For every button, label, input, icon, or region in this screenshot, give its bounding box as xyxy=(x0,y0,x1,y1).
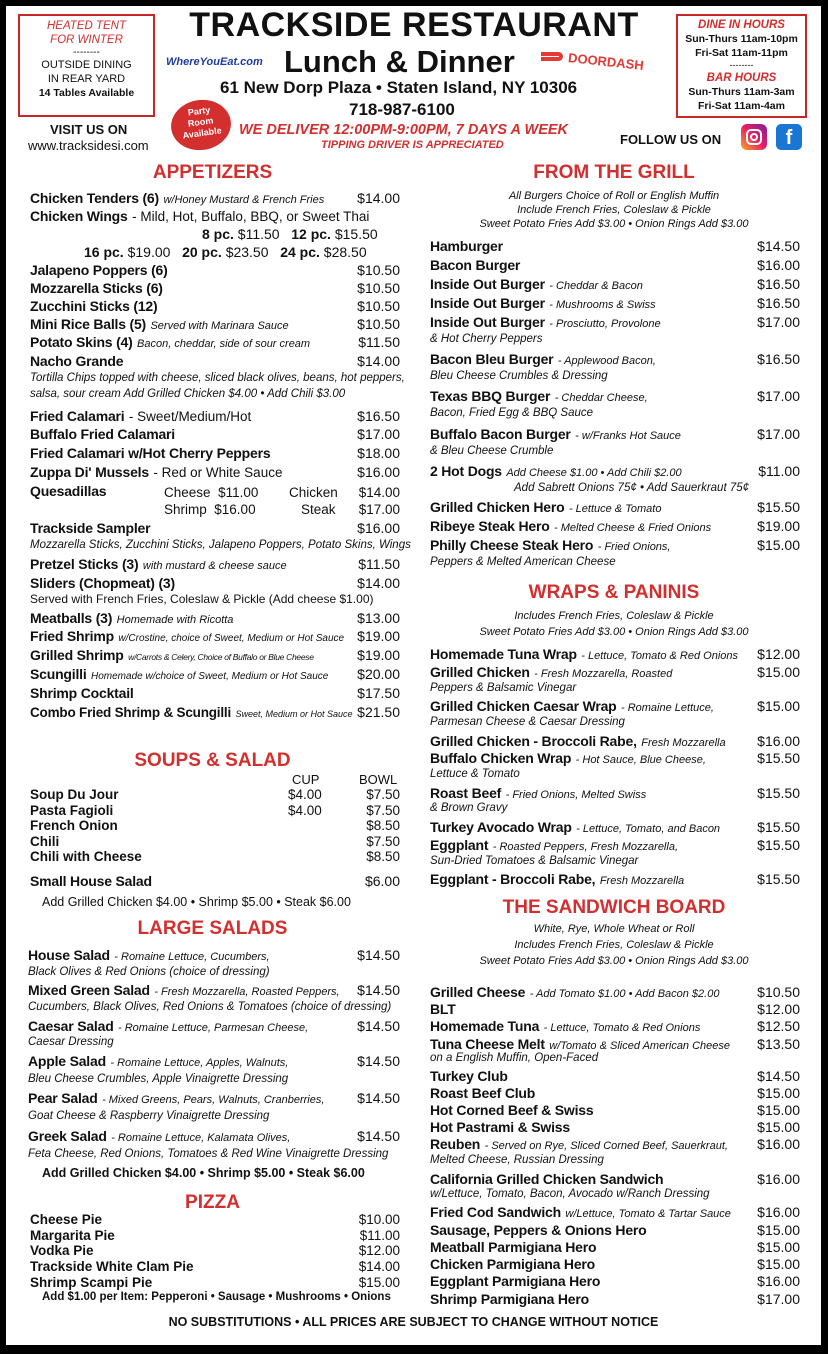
quesadilla-steak: Steak $17.00 xyxy=(301,502,400,517)
dine-hours-1: Sun-Thurs 11am-10pm xyxy=(685,33,798,45)
item-description: Bleu Cheese Crumbles & Dressing xyxy=(430,370,608,382)
menu-item: Roast Beef Club $15.00 xyxy=(430,1085,800,1101)
hours-divider: -------- xyxy=(729,60,754,70)
item-description: salsa, sour cream Add Grilled Chicken $4.00 • Add Chili $3.00 xyxy=(30,388,346,400)
menu-item: Sausage, Peppers & Onions Hero $15.00 xyxy=(430,1222,800,1238)
menu-item: Meatballs (3) Homemade with Ricotta $13.00 xyxy=(30,610,400,626)
item-description: Feta Cheese, Red Onions, Tomatoes & Red Wine Vinaigrette Dressing xyxy=(28,1148,389,1160)
menu-item: Turkey Club $14.50 xyxy=(430,1068,800,1084)
soup-name: Pasta Fagioli xyxy=(30,802,114,818)
soup-item xyxy=(30,834,400,849)
facebook-icon[interactable] xyxy=(776,124,802,150)
pizza-name: Cheese Pie xyxy=(30,1212,103,1227)
menu-item: Caesar Salad - Romaine Lettuce, Parmesan Cheese, $14.50 xyxy=(28,1018,400,1034)
sandwich-title: THE SANDWICH BOARD xyxy=(502,897,726,918)
menu-item: Bacon Burger $16.00 xyxy=(430,257,800,273)
address: 61 New Dorp Plaza • Staten Island, NY 10306 xyxy=(220,78,578,97)
menu-item: Hot Pastrami & Swiss $15.00 xyxy=(430,1119,800,1135)
menu-item: Zucchini Sticks (12) $10.50 xyxy=(30,298,400,314)
menu-item: Nacho Grande $14.00 xyxy=(30,353,400,369)
item-description: Lettuce & Tomato xyxy=(430,768,520,780)
grill-title: FROM THE GRILL xyxy=(533,162,695,183)
pizza-price: $11.00 xyxy=(359,1227,400,1243)
menu-item: Small House Salad $6.00 xyxy=(30,873,400,889)
menu-item: Roast Beef - Fried Onions, Melted Swiss $15.50 xyxy=(430,785,800,801)
menu-item: Inside Out Burger - Cheddar & Bacon $16.50 xyxy=(430,276,800,292)
hours-box xyxy=(676,14,807,118)
menu-item: Chicken Tenders (6) w/Honey Mustard & French Fries $14.00 xyxy=(30,190,400,206)
menu-item: House Salad - Romaine Lettuce, Cucumbers, $14.50 xyxy=(28,947,400,963)
tipping-note: TIPPING DRIVER IS APPRECIATED xyxy=(321,139,504,151)
menu-item: Mini Rice Balls (5) Served with Marinara Sauce $10.50 xyxy=(30,316,400,332)
menu-item: Sliders (Chopmeat) (3) $14.00 xyxy=(30,575,400,591)
wraps-note-2: Sweet Potato Fries Add $3.00 • Onion Rings Add $3.00 xyxy=(479,626,749,638)
soups-title: SOUPS & SALAD xyxy=(134,750,291,771)
pizza-price: $12.00 xyxy=(358,1243,400,1259)
soup-item xyxy=(30,803,400,818)
menu-item: Fried Shrimp w/Crostine, choice of Sweet, Medium or Hot Sauce $19.00 xyxy=(30,628,400,644)
phone-number[interactable]: 718-987-6100 xyxy=(349,100,455,119)
soup-bowl-price: $8.50 xyxy=(366,818,400,833)
item-description: Parmesan Cheese & Caesar Dressing xyxy=(430,716,625,728)
item-description: Bacon, Fried Egg & BBQ Sauce xyxy=(430,407,594,419)
menu-item: Inside Out Burger - Prosciutto, Provolone $17.00 xyxy=(430,314,800,330)
lunch-dinner-title: Lunch & Dinner xyxy=(284,44,515,79)
menu-item: Philly Cheese Steak Hero - Fried Onions, $15.00 xyxy=(430,537,800,553)
menu-item: Texas BBQ Burger - Cheddar Cheese, $17.00 xyxy=(430,388,800,404)
quesadilla-shrimp: Shrimp $16.00 xyxy=(164,502,256,517)
bar-hours-1: Sun-Thurs 11am-3am xyxy=(688,86,795,98)
item-description: & Bleu Cheese Crumble xyxy=(430,445,554,457)
tables-available-line: 14 Tables Available xyxy=(38,87,135,99)
menu-item: Buffalo Bacon Burger - w/Franks Hot Sauce $17.00 xyxy=(430,426,800,442)
item-description: & Brown Gravy xyxy=(430,802,508,814)
soup-bowl-price: $7.50 xyxy=(366,833,400,849)
menu-item: Bacon Bleu Burger - Applewood Bacon, $16.50 xyxy=(430,351,800,367)
pizza-price: $10.00 xyxy=(358,1212,400,1227)
pizza-name: Margarita Pie xyxy=(30,1227,115,1243)
item-description: Peppers & Melted American Cheese xyxy=(430,556,616,568)
menu-item: Grilled Cheese - Add Tomato $1.00 • Add Bacon $2.00 $10.50 xyxy=(430,984,800,1000)
menu-item: Shrimp Parmigiana Hero $17.00 xyxy=(430,1291,800,1307)
pizza-name: Trackside White Clam Pie xyxy=(30,1259,194,1275)
delivery-banner: WE DELIVER 12:00PM-9:00PM, 7 DAYS A WEEK xyxy=(239,122,569,138)
item-description: Served with French Fries, Coleslaw & Pickle (Add cheese $1.00) xyxy=(30,592,374,606)
wings-prices-row-2: 16 pc. $19.00 20 pc. $23.50 24 pc. $28.50 xyxy=(84,244,367,260)
pizza-name: Shrimp Scampi Pie xyxy=(30,1274,153,1290)
pizza-title: PIZZA xyxy=(185,1192,240,1213)
visit-label: VISIT US ON xyxy=(50,122,128,137)
sandwich-note-1: White, Rye, Whole Wheat or Roll xyxy=(533,923,695,935)
soup-bowl-price: $7.50 xyxy=(366,787,400,802)
item-description: Mozzarella Sticks, Zucchini Sticks, Jalapeno Poppers, Potato Skins, Wings xyxy=(30,539,411,551)
soup-item xyxy=(30,787,400,802)
menu-item: Mixed Green Salad - Fresh Mozzarella, Roasted Peppers, $14.50 xyxy=(28,982,400,998)
menu-item: Chicken Wings - Mild, Hot, Buffalo, BBQ, or Sweet Thai xyxy=(30,208,370,224)
pizza-price: $15.00 xyxy=(358,1274,400,1290)
menu-item: Grilled Shrimp w/Carrots & Celery, Choice of Buffalo or Blue Cheese $19.00 xyxy=(30,647,400,663)
menu-item: Jalapeno Poppers (6) $10.50 xyxy=(30,262,400,278)
heated-tent-line: HEATED TENT xyxy=(46,20,126,32)
dine-hours-2: Fri-Sat 11am-11pm xyxy=(695,47,788,59)
website-link[interactable]: www.tracksidesi.com xyxy=(28,138,149,153)
soup-cup-price: $4.00 xyxy=(288,787,322,802)
menu-item: Fried Calamari w/Hot Cherry Peppers $18.00 xyxy=(30,445,400,461)
menu-item: Fried Cod Sandwich w/Lettuce, Tomato & Tartar Sauce $16.00 xyxy=(430,1204,800,1220)
menu-item: Buffalo Chicken Wrap - Hot Sauce, Blue Cheese, $15.50 xyxy=(430,750,800,766)
facebook-letter: f xyxy=(785,127,793,149)
item-description: Sun-Dried Tomatoes & Balsamic Vinegar xyxy=(430,855,639,867)
menu-item: Turkey Avocado Wrap - Lettuce, Tomato, and Bacon $15.50 xyxy=(430,819,800,835)
item-description: Goat Cheese & Raspberry Vinaigrette Dressing xyxy=(28,1110,270,1122)
soup-item xyxy=(30,818,400,833)
party-room-badge: Party Room Available xyxy=(168,96,234,154)
appetizers-title: APPETIZERS xyxy=(152,162,273,183)
footer-disclaimer: NO SUBSTITUTIONS • ALL PRICES ARE SUBJECT TO CHANGE WITHOUT NOTICE xyxy=(168,1315,659,1329)
bar-hours-2: Fri-Sat 11am-4am xyxy=(698,100,785,112)
pizza-item xyxy=(30,1243,400,1258)
item-description: Bleu Cheese Crumbles, Apple Vinaigrette Dressing xyxy=(28,1073,289,1085)
menu-item: Buffalo Fried Calamari $17.00 xyxy=(30,426,400,442)
menu-item: BLT $12.00 xyxy=(430,1001,800,1017)
pizza-item xyxy=(30,1228,400,1243)
outside-dining-line: OUTSIDE DINING xyxy=(41,59,132,71)
rear-yard-line: IN REAR YARD xyxy=(47,73,126,85)
item-description: Peppers & Balsamic Vinegar xyxy=(430,682,577,694)
item-description: Melted Cheese, Russian Dressing xyxy=(430,1154,604,1166)
grill-note-3: Sweet Potato Fries Add $3.00 • Onion Rings Add $3.00 xyxy=(479,218,749,230)
dine-in-hours-title: DINE IN HOURS xyxy=(698,19,785,31)
item-description: w/Lettuce, Tomato, Bacon, Avocado w/Ranch Dressing xyxy=(430,1188,710,1200)
menu-item: Homemade Tuna Wrap - Lettuce, Tomato & Red Onions $12.00 xyxy=(430,646,800,662)
pizza-item xyxy=(30,1275,400,1290)
menu-item: Combo Fried Shrimp & Scungilli Sweet, Medium or Hot Sauce $21.50 xyxy=(30,704,400,720)
menu-item: Grilled Chicken Hero - Lettuce & Tomato $15.50 xyxy=(430,499,800,515)
soup-bowl-price: $7.50 xyxy=(366,802,400,818)
menu-item: Pear Salad - Mixed Greens, Pears, Walnuts, Cranberries, $14.50 xyxy=(28,1090,400,1106)
menu-item: Shrimp Cocktail $17.50 xyxy=(30,685,400,701)
menu-item: Mozzarella Sticks (6) $10.50 xyxy=(30,280,400,296)
large-salads-title: LARGE SALADS xyxy=(137,918,288,939)
wings-prices-row-1: 8 pc. $11.50 12 pc. $15.50 xyxy=(202,226,378,242)
menu-item: Grilled Chicken Caesar Wrap - Romaine Lettuce, $15.00 xyxy=(430,698,800,714)
item-description: on a English Muffin, Open-Faced xyxy=(430,1052,599,1064)
menu-item: Chicken Parmigiana Hero $15.00 xyxy=(430,1256,800,1272)
menu-item: Ribeye Steak Hero - Melted Cheese & Fried Onions $19.00 xyxy=(430,518,800,534)
instagram-icon[interactable] xyxy=(741,124,767,150)
cup-header: CUP xyxy=(292,772,320,787)
menu-item: Apple Salad - Romaine Lettuce, Apples, Walnuts, $14.50 xyxy=(28,1053,400,1069)
menu-item: Quesadillas xyxy=(30,483,107,499)
bowl-header: BOWL xyxy=(359,772,398,787)
menu-item: California Grilled Chicken Sandwich $16.00 xyxy=(430,1171,800,1187)
item-description: Add Sabrett Onions 75¢ • Add Sauerkraut 75¢ xyxy=(514,482,750,494)
item-description: Tortilla Chips topped with cheese, sliced black olives, beans, hot peppers, xyxy=(30,372,405,384)
quesadilla-chicken: Chicken $14.00 xyxy=(289,485,400,500)
doordash-logo[interactable]: DOORDASH xyxy=(567,50,645,73)
box-divider: -------- xyxy=(73,47,100,58)
menu-item: Homemade Tuna - Lettuce, Tomato & Red Onions $12.50 xyxy=(430,1018,800,1034)
item-description: Black Olives & Red Onions (choice of dressing) xyxy=(28,966,270,978)
winter-dining-box xyxy=(18,14,155,117)
salad-add-ons: Add Grilled Chicken $4.00 • Shrimp $5.00 • Steak $6.00 xyxy=(42,1166,365,1180)
doordash-icon xyxy=(541,52,563,61)
menu-page xyxy=(6,6,821,1345)
sandwich-note-3: Sweet Potato Fries Add $3.00 • Onion Rings Add $3.00 xyxy=(479,955,749,967)
bar-hours-title: BAR HOURS xyxy=(706,72,777,84)
item-description: Caesar Dressing xyxy=(28,1036,114,1048)
soup-cup-price: $4.00 xyxy=(288,802,322,818)
menu-item: Inside Out Burger - Mushrooms & Swiss $16.50 xyxy=(430,295,800,311)
pizza-item xyxy=(30,1259,400,1274)
wraps-note-1: Includes French Fries, Coleslaw & Pickle xyxy=(514,610,714,622)
pizza-name: Vodka Pie xyxy=(30,1243,94,1259)
menu-item: Hamburger $14.50 xyxy=(430,238,800,254)
grill-note-2: Include French Fries, Coleslaw & Pickle xyxy=(517,204,711,216)
menu-item: Eggplant Parmigiana Hero $16.00 xyxy=(430,1273,800,1289)
menu-item: Zuppa Di' Mussels - Red or White Sauce $16.00 xyxy=(30,464,400,480)
sandwich-note-2: Includes French Fries, Coleslaw & Pickle xyxy=(514,939,714,951)
soup-name: French Onion xyxy=(30,818,118,833)
soup-item xyxy=(30,849,400,864)
item-description: & Hot Cherry Peppers xyxy=(430,333,543,345)
menu-item: Tuna Cheese Melt w/Tomato & Sliced American Cheese $13.50 xyxy=(430,1036,800,1052)
whereyoueat-logo[interactable]: WhereYouEat.com xyxy=(166,56,263,68)
menu-item: Meatball Parmigiana Hero $15.00 xyxy=(430,1239,800,1255)
menu-item: Trackside Sampler $16.00 xyxy=(30,520,400,536)
menu-item: 2 Hot Dogs Add Cheese $1.00 • Add Chili $2.00 $11.00 xyxy=(430,463,800,479)
soup-add-ons: Add Grilled Chicken $4.00 • Shrimp $5.00 • Steak $6.00 xyxy=(42,895,351,909)
soup-bowl-price: $8.50 xyxy=(366,849,400,864)
pizza-item xyxy=(30,1212,400,1227)
menu-item: Grilled Chicken - Fresh Mozzarella, Roasted $15.00 xyxy=(430,664,800,680)
menu-item: Reuben - Served on Rye, Sliced Corned Beef, Sauerkraut, $16.00 xyxy=(430,1136,800,1152)
for-winter-line: FOR WINTER xyxy=(50,34,123,46)
pizza-toppings: Add $1.00 per Item: Pepperoni • Sausage • Mushrooms • Onions xyxy=(42,1291,391,1303)
soup-name: Chili with Cheese xyxy=(30,849,142,864)
menu-item: Hot Corned Beef & Swiss $15.00 xyxy=(430,1102,800,1118)
menu-item: Scungilli Homemade w/choice of Sweet, Medium or Hot Sauce $20.00 xyxy=(30,666,400,682)
quesadilla-cheese: Cheese $11.00 xyxy=(164,485,259,500)
menu-item: Grilled Chicken - Broccoli Rabe, Fresh Mozzarella $16.00 xyxy=(430,733,800,749)
menu-item: Eggplant - Broccoli Rabe, Fresh Mozzarella $15.50 xyxy=(430,871,800,887)
menu-item: Fried Calamari - Sweet/Medium/Hot $16.50 xyxy=(30,408,400,424)
item-description: Cucumbers, Black Olives, Red Onions & Tomatoes (choice of dressing) xyxy=(28,1001,392,1013)
wraps-title: WRAPS & PANINIS xyxy=(528,582,700,603)
menu-item: Eggplant - Roasted Peppers, Fresh Mozzarella, $15.50 xyxy=(430,837,800,853)
menu-item: Pretzel Sticks (3) with mustard & cheese sauce $11.50 xyxy=(30,556,400,572)
grill-note-1: All Burgers Choice of Roll or English Muffin xyxy=(508,190,720,202)
pizza-price: $14.00 xyxy=(358,1259,400,1275)
restaurant-title: TRACKSIDE RESTAURANT xyxy=(189,6,639,44)
menu-item: Greek Salad - Romaine Lettuce, Kalamata Olives, $14.50 xyxy=(28,1128,400,1144)
menu-item: Potato Skins (4) Bacon, cheddar, side of sour cream $11.50 xyxy=(30,334,400,350)
soup-name: Soup Du Jour xyxy=(30,787,119,802)
soup-name: Chili xyxy=(30,833,60,849)
follow-us-label: FOLLOW US ON xyxy=(620,132,722,147)
